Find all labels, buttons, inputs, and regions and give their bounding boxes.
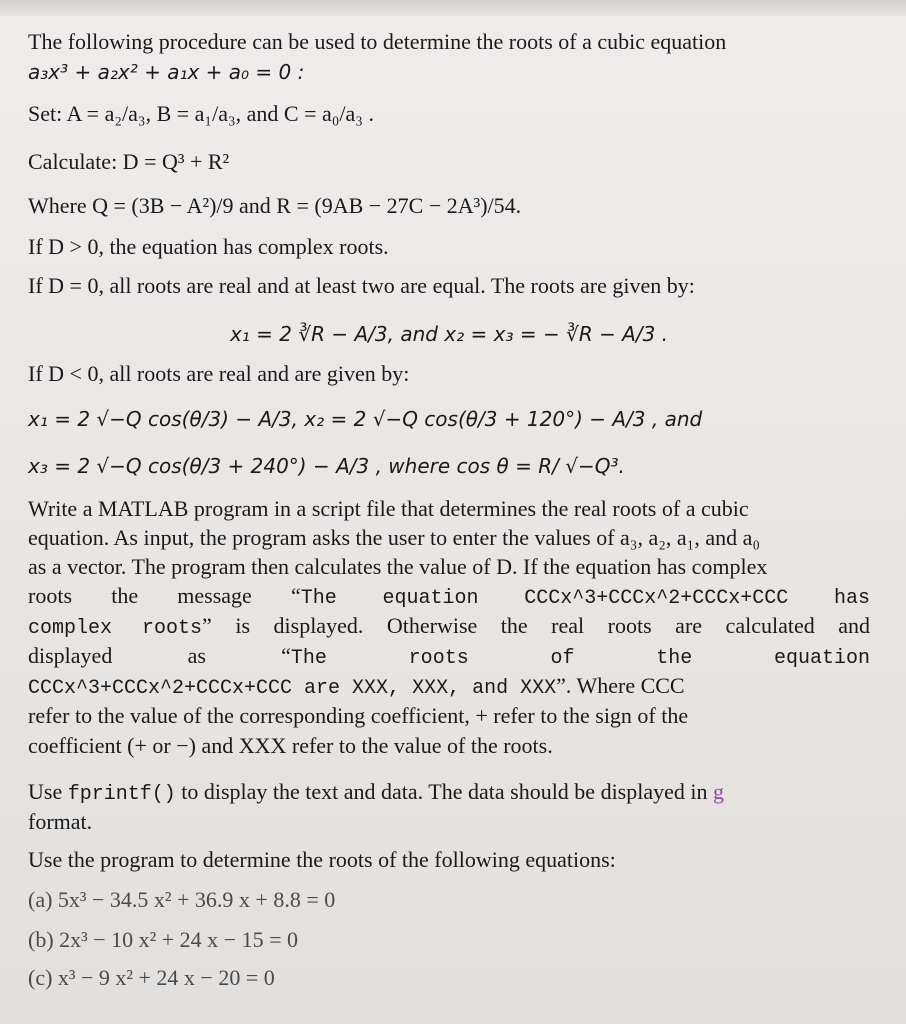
task-line-9: coefficient (+ or −) and XXX refer to the value of the roots. [28, 733, 553, 758]
task-text: ” is displayed. Otherwise the real roots are calculated and [202, 613, 870, 638]
equation-b: (b) 2x³ − 10 x² + 24 x − 15 = 0 [28, 927, 298, 952]
fprintf-instruction [28, 778, 870, 809]
fprintf-code: fprintf() [67, 783, 176, 806]
q-r-definition: Where Q = (3B − A²)/9 and R = (9AB − 27C − 2A³)/54. [28, 193, 522, 218]
intro-line: The following procedure can be used to determine the roots of a cubic equation [28, 29, 727, 54]
task-text: Use [28, 779, 68, 804]
d-zero-rule: If D = 0, all roots are real and at least two are equal. The roots are given by: [28, 273, 695, 298]
d-negative-roots-2: x₃ = 2 √−Q cos(θ/3 + 240°) − A/3 , where cos θ = R/ √−Q³. [28, 454, 625, 478]
message-code: The equation CCCx^3+CCCx^2+CCCx+CCC has [300, 587, 870, 610]
task-line-6 [28, 642, 870, 673]
message-code: complex roots [28, 617, 203, 640]
task-text: displayed as “ [28, 643, 291, 668]
d-positive-rule: If D > 0, the equation has complex roots. [28, 234, 389, 259]
cropped-heading-strip [0, 0, 906, 16]
d-zero-roots: x₁ = 2 ∛R − A/3, and x₂ = x₃ = − ∛R − A/3 . [229, 322, 669, 346]
task-text: roots the message “ [28, 583, 301, 608]
equations-intro: Use the program to determine the roots of the following equations: [28, 847, 616, 872]
equation-c: (c) x³ − 9 x² + 24 x − 20 = 0 [28, 965, 275, 990]
d-negative-roots-1: x₁ = 2 √−Q cos(θ/3) − A/3, x₂ = 2 √−Q cos(θ/3 + 120°) − A/3 , and [28, 407, 703, 431]
task-text: to display the text and data. The data should be displayed in [175, 779, 713, 804]
task-text: ”. Where CCC [556, 673, 685, 698]
task-line-1: Write a MATLAB program in a script file that determines the real roots of a cubic [28, 496, 749, 521]
task-line-5 [28, 612, 870, 643]
g-format: g [713, 779, 724, 804]
calculate-d: Calculate: D = Q³ + R² [28, 149, 230, 174]
message-code: CCCx^3+CCCx^2+CCCx+CCC are XXX, XXX, and XXX [28, 677, 557, 700]
task-line-4 [28, 582, 870, 613]
task-line-3: as a vector. The program then calculates the value of D. If the equation has complex [28, 554, 768, 579]
d-negative-rule: If D < 0, all roots are real and are given by: [28, 361, 410, 386]
task-line-8: refer to the value of the corresponding coefficient, + refer to the sign of the [28, 703, 689, 728]
set-coefficients: Set: A = a₂/a₃, B = a₁/a₃, and C = a₀/a₃ . [28, 101, 374, 126]
message-code: The roots of the equation [290, 647, 870, 670]
task-line-2: equation. As input, the program asks the user to enter the values of a₃, a₂, a₁, and a₀ [28, 525, 761, 550]
format-line: format. [28, 809, 93, 834]
task-line-7 [28, 672, 870, 703]
equation-a: (a) 5x³ − 34.5 x² + 36.9 x + 8.8 = 0 [28, 887, 336, 912]
cubic-equation: a₃x³ + a₂x² + a₁x + a₀ = 0 : [28, 60, 305, 84]
